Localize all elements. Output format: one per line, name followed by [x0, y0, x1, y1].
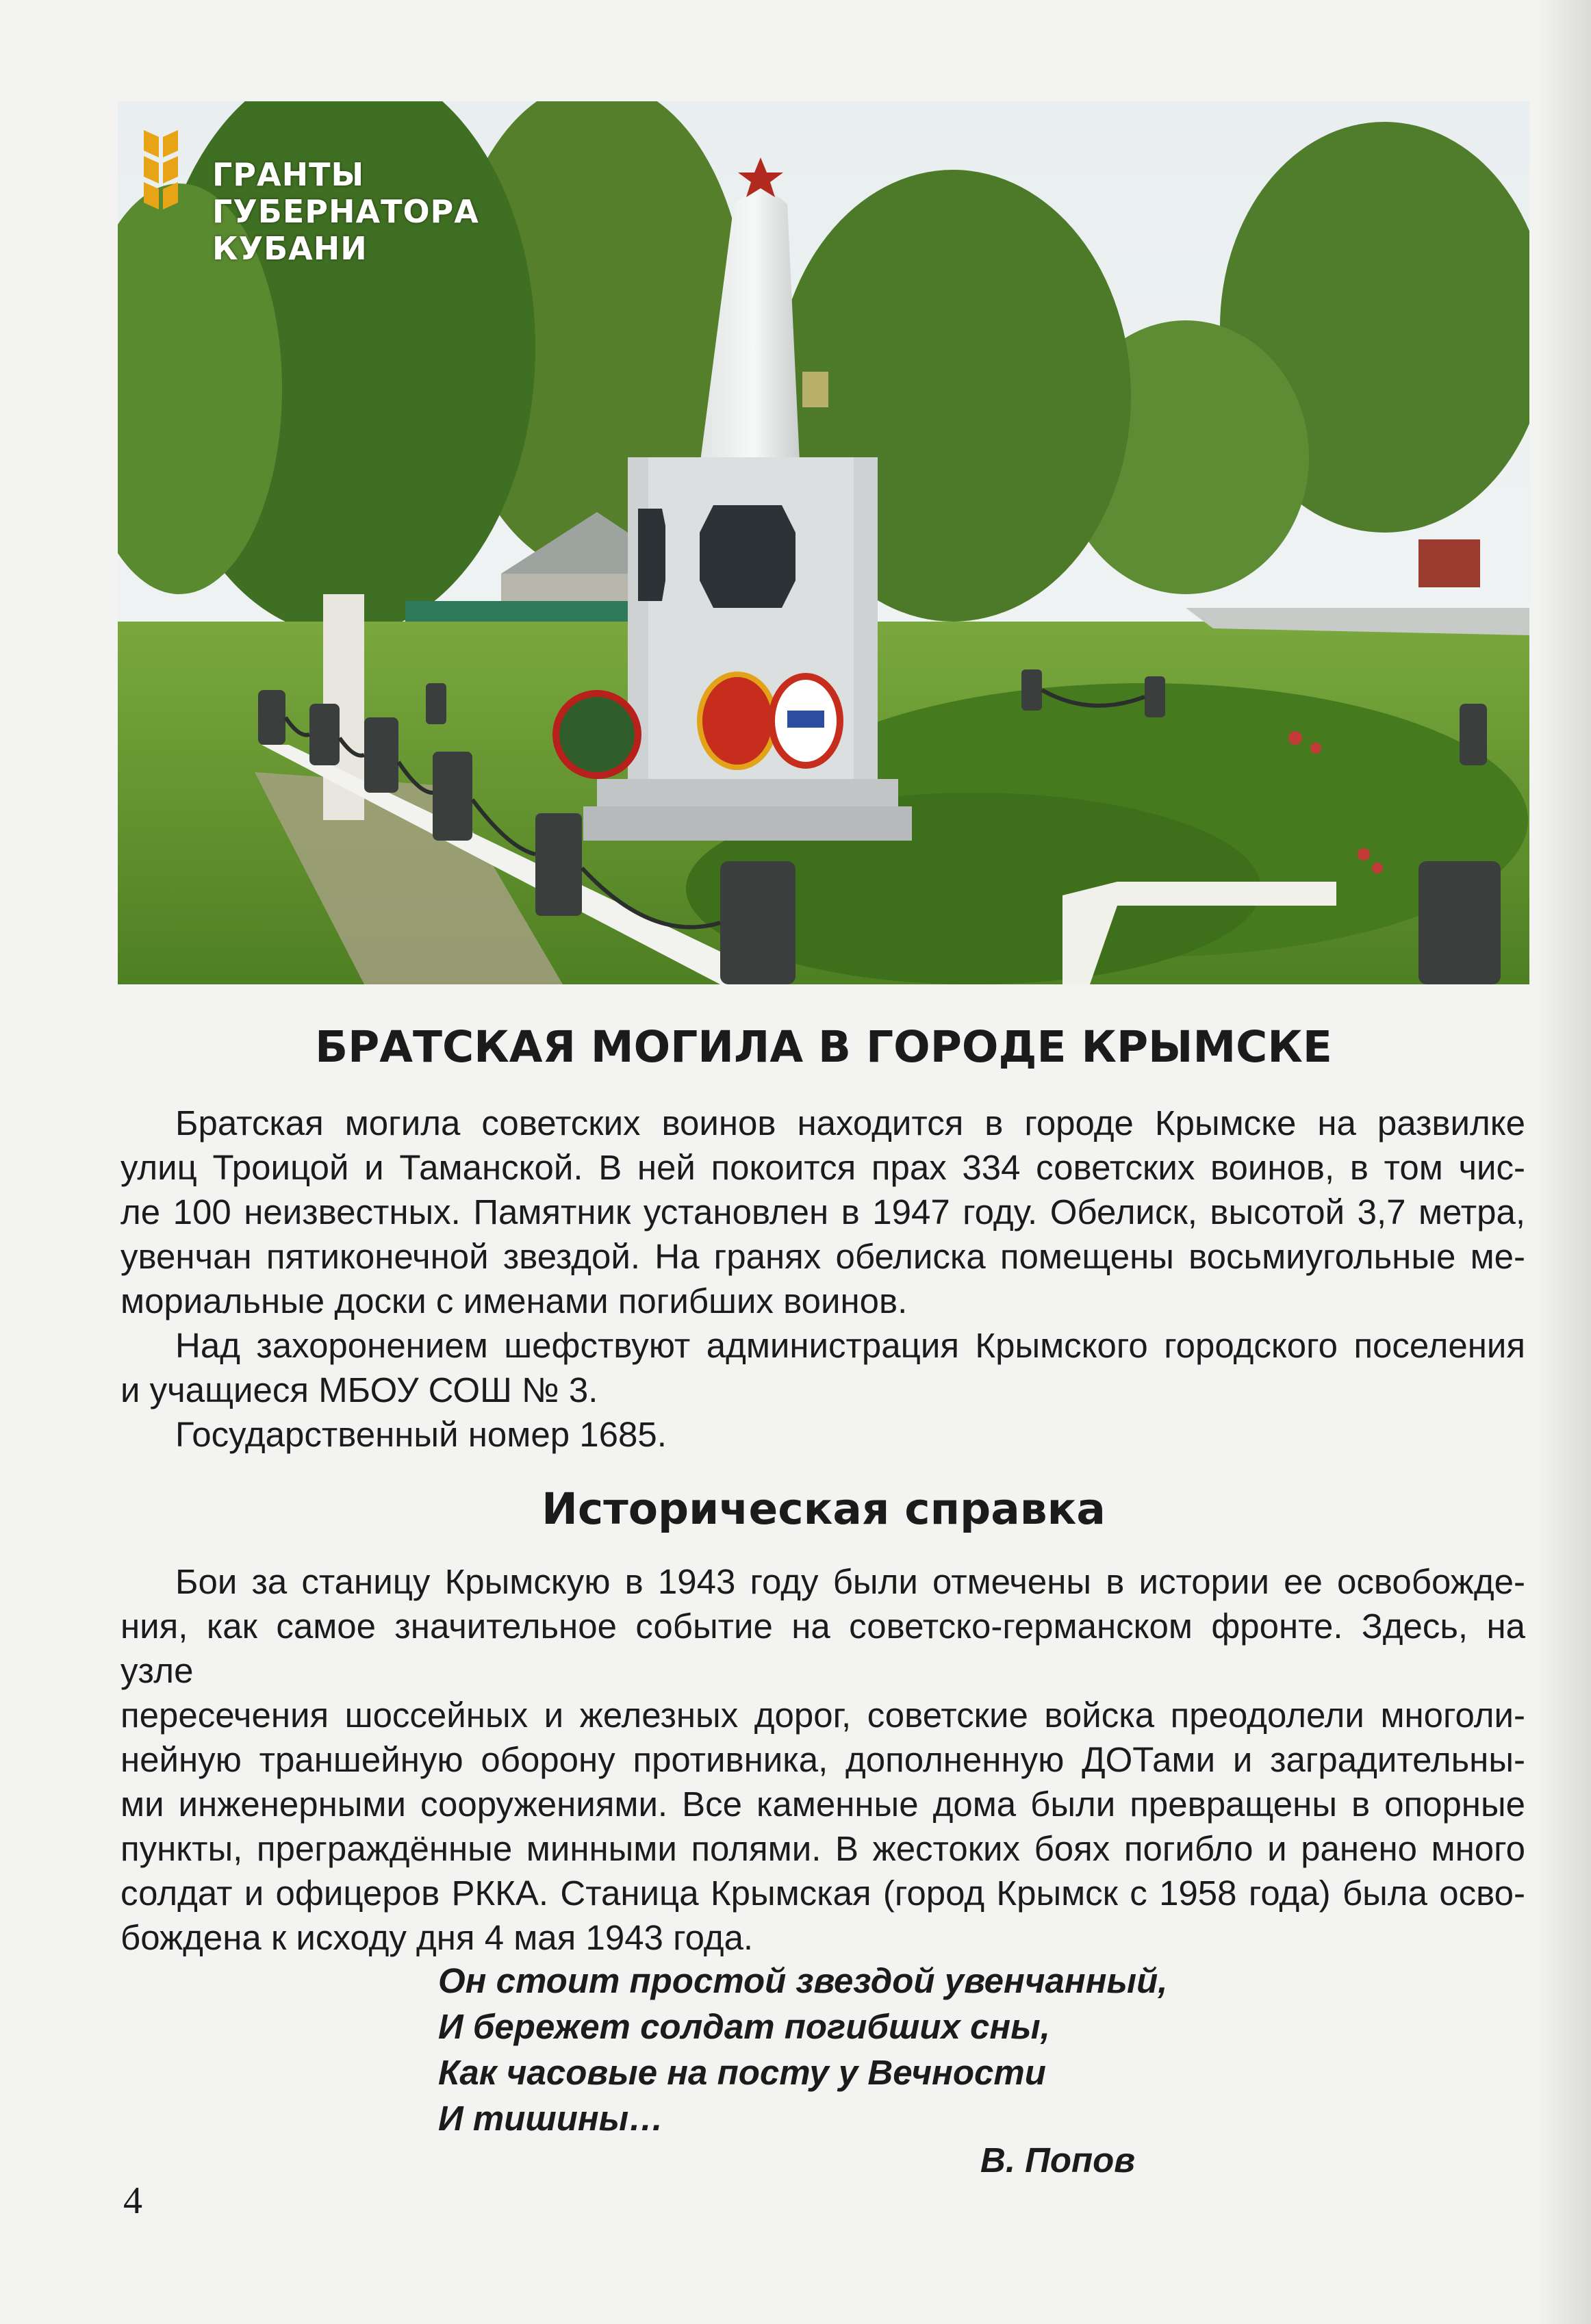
logo-text [212, 156, 479, 267]
text-line: нейную траншейную оборону противника, дополненную ДОТами и заградительны- [120, 1740, 1525, 1779]
text-line: солдат и офицеров РККА. Станица Крымская (город Крымск с 1958 года) была осво- [120, 1874, 1525, 1913]
poem-line: И бережет солдат погибших сны, [438, 2007, 1050, 2046]
page-edge-shadow [1536, 0, 1591, 2324]
paragraph-state-number [120, 1412, 1525, 1457]
logo-line: ГРАНТЫ [212, 156, 365, 193]
section-title: Историческая справка [542, 1484, 1106, 1534]
text-line: улиц Троицой и Таманской. В ней покоится прах 334 советских воинов, в том чис- [120, 1148, 1525, 1187]
paragraph-patronage [120, 1323, 1525, 1412]
text-line: мориальные доски с именами погибших воинов. [120, 1281, 908, 1320]
text-line: ле 100 неизвестных. Памятник установлен в 1947 году. Обелиск, высотой 3,7 метра, [120, 1192, 1525, 1231]
text-line: ми инженерными сооружениями. Все каменные дома были превращены в опорные [120, 1785, 1525, 1824]
text-line: Братская могила советских воинов находится в городе Крымске на развилке [175, 1103, 1525, 1142]
poem-line: Как часовые на посту у Вечности [438, 2053, 1046, 2092]
text-line: Бои за станицу Крымскую в 1943 году были отмечены в истории ее освобожде- [175, 1562, 1525, 1601]
logo-line: КУБАНИ [212, 230, 368, 267]
poem [438, 1958, 1167, 2141]
poem-author: В. Попов [980, 2141, 1136, 2180]
wheat-logo-icon [130, 116, 199, 219]
article-title: БРАТСКАЯ МОГИЛА В ГОРОДЕ КРЫМСКЕ [315, 1022, 1332, 1072]
text-line: и учащиеся МБОУ СОШ № 3. [120, 1370, 598, 1409]
text-line: Государственный номер 1685. [175, 1415, 667, 1454]
poem-line: И тишины… [438, 2099, 664, 2138]
text-line: Над захоронением шефствуют администрация Крымского городского поселения [175, 1326, 1525, 1365]
poem-line: Он стоит простой звездой увенчанный, [438, 1961, 1168, 2000]
text-line: пересечения шоссейных и железных дорог, советские войска преодолели многоли- [120, 1696, 1525, 1735]
text-line: пункты, преграждённые минными полями. В жестоких боях погибло и ранено много [120, 1829, 1525, 1868]
logo-line: ГУБЕРНАТОРА [212, 193, 479, 230]
grants-logo [130, 116, 479, 267]
paragraph-description [120, 1101, 1525, 1323]
paragraph-history [120, 1559, 1525, 1960]
page-number: 4 [123, 2180, 142, 2222]
text-line: бождена к исходу дня 4 мая 1943 года. [120, 1918, 754, 1957]
text-line: увенчан пятиконечной звездой. На гранях обелиска помещены восьмиугольные ме- [120, 1237, 1525, 1276]
text-line: ния, как самое значительное событие на советско-германском фронте. Здесь, на узле [120, 1607, 1525, 1690]
